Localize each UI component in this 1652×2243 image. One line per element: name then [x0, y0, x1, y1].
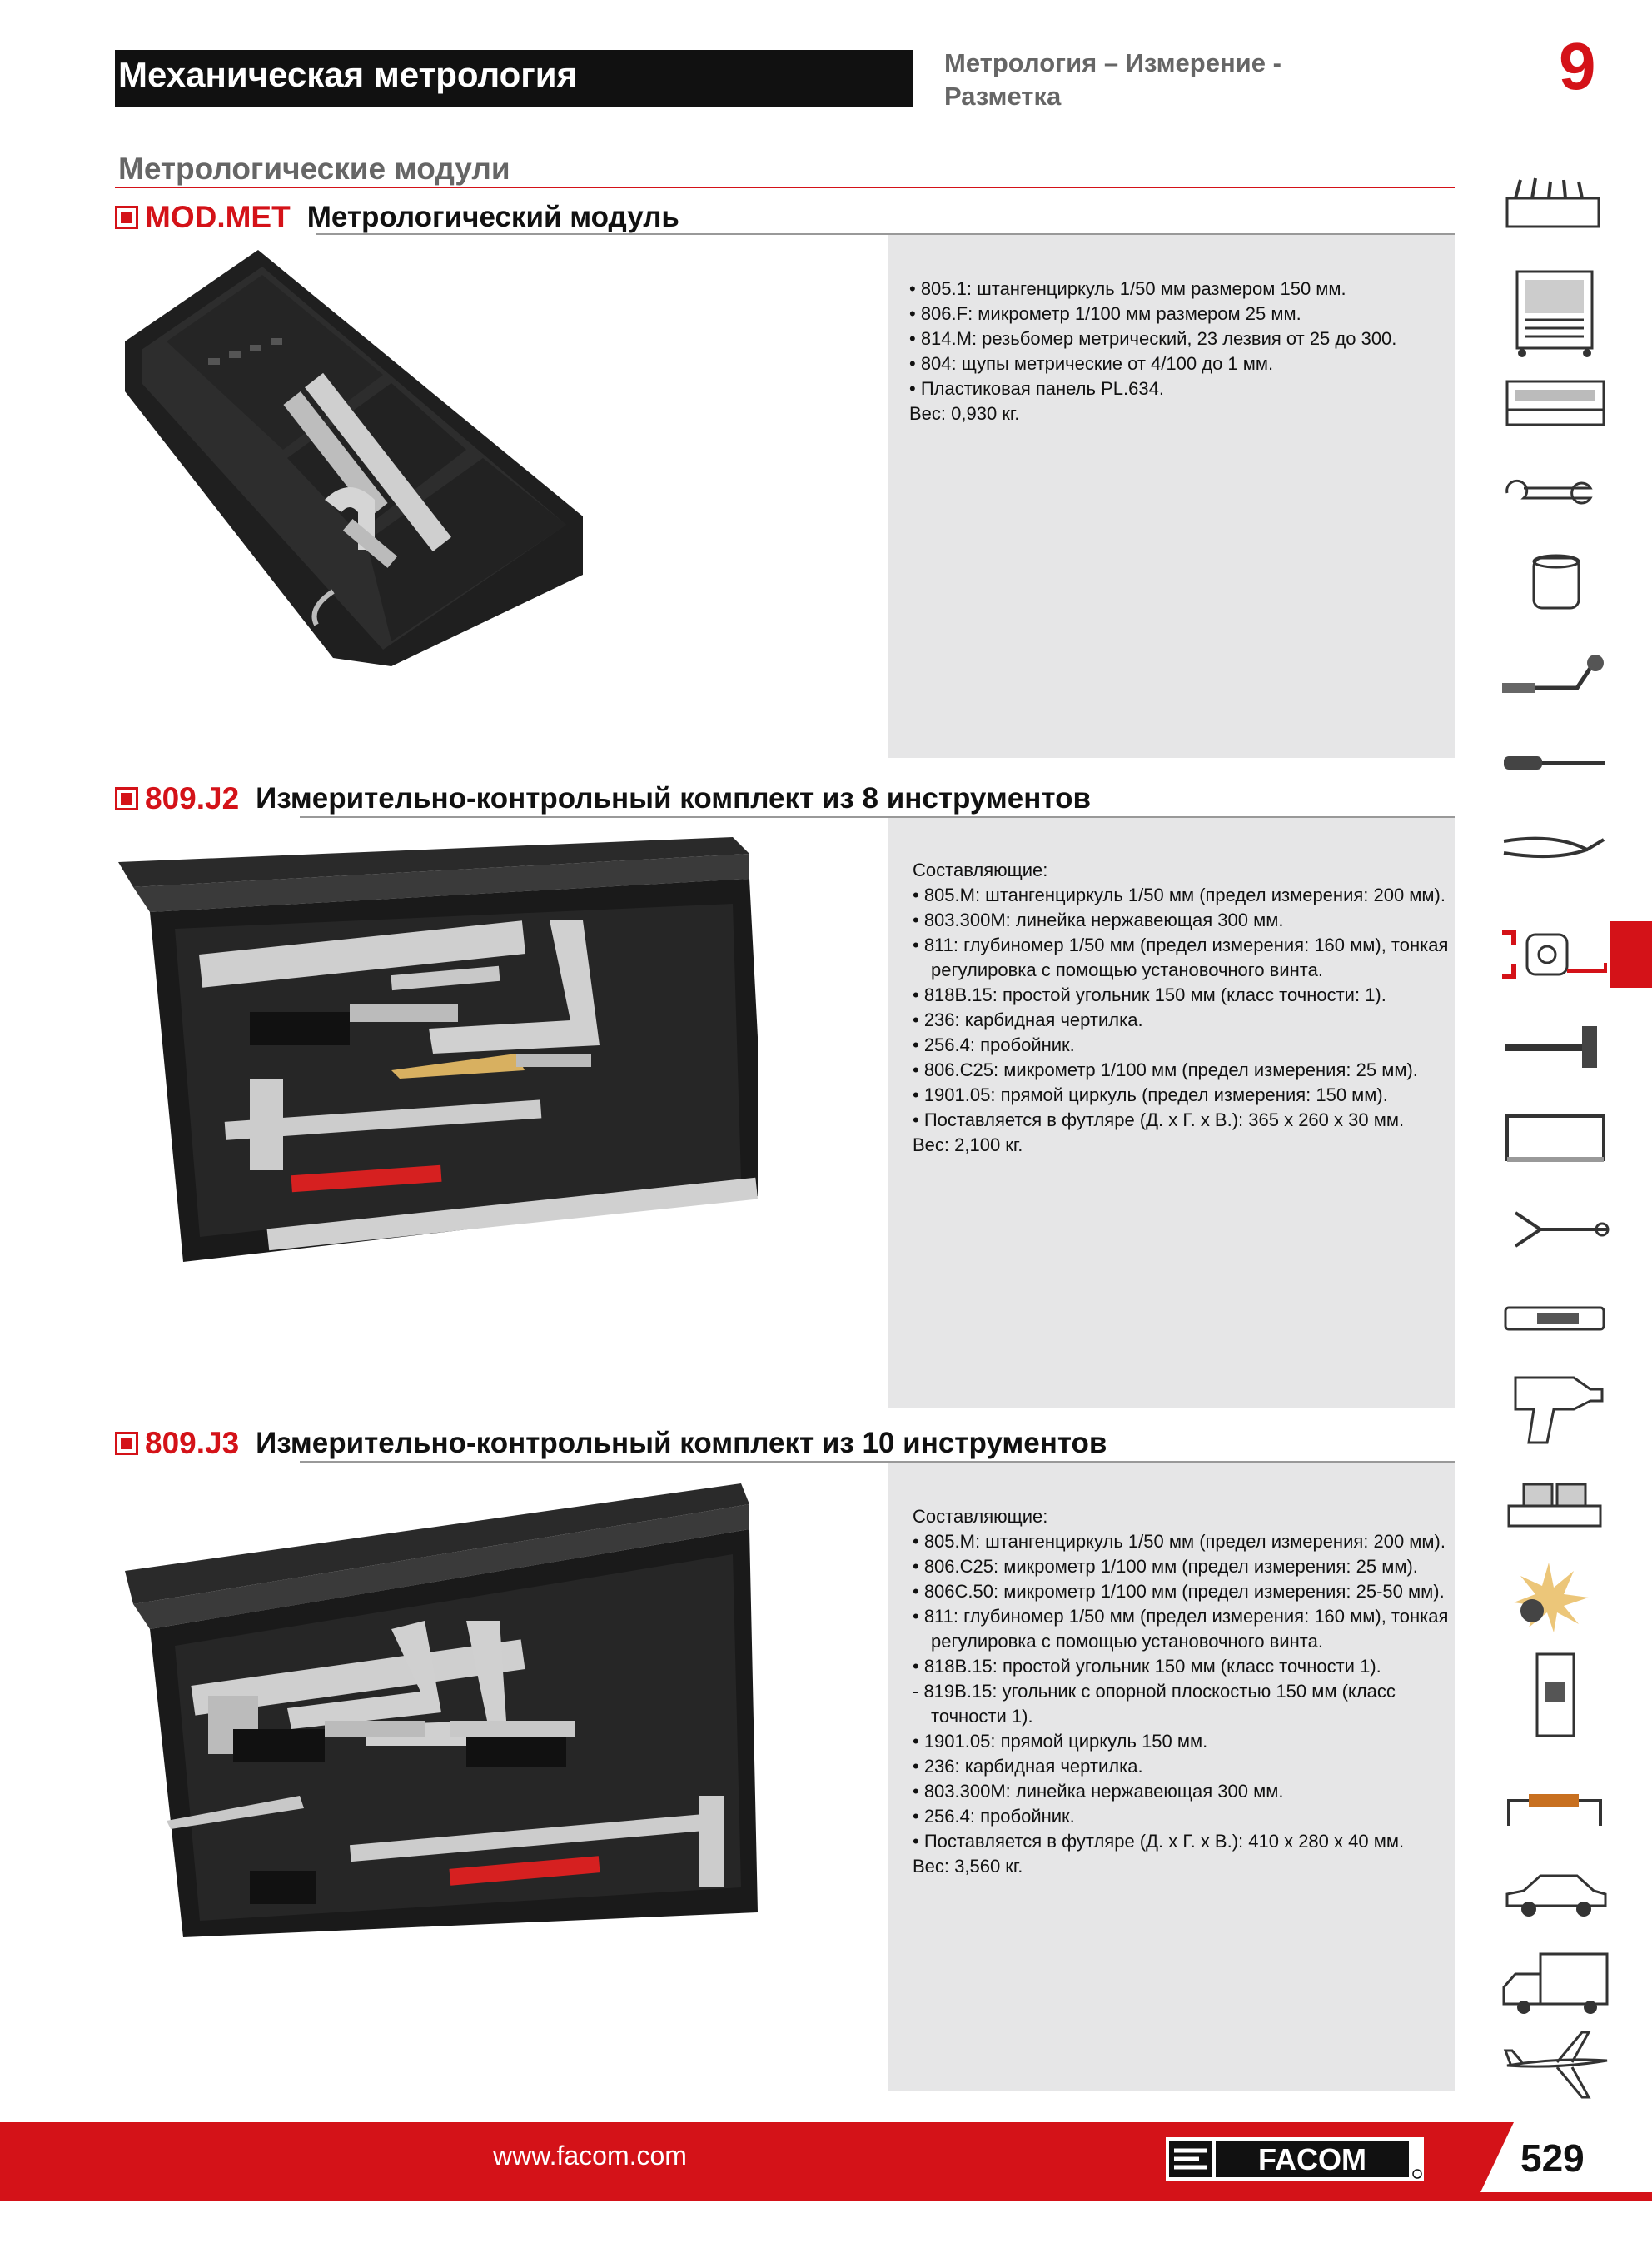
- description-panel: [888, 235, 1455, 758]
- desc-line: • 806.C25: микрометр 1/100 мм (предел измерения: 25 мм).: [913, 1556, 1418, 1577]
- chapter-subtitle: [944, 47, 1394, 113]
- footer-strip: [0, 2192, 1652, 2201]
- tool-chest-icon[interactable]: [1499, 173, 1612, 233]
- desc-line: • 803.300M: линейка нержавеющая 300 мм.: [913, 910, 1284, 930]
- page-title: Механическая метрология: [118, 55, 578, 94]
- desc-line: • Пластиковая панель PL.634.: [909, 378, 1164, 399]
- desc-line: • 806.F: микрометр 1/100 мм размером 25 мм.: [909, 303, 1301, 324]
- product-image-809-j3: [117, 1479, 758, 1946]
- desc-line: точности 1).: [931, 1706, 1033, 1727]
- chapter-number: 9: [1559, 29, 1596, 103]
- socket-icon[interactable]: [1499, 553, 1612, 613]
- desc-line: Вес: 3,560 кг.: [913, 1856, 1023, 1877]
- product-code: MOD.MET: [145, 200, 291, 234]
- desc-line: • 1901.05: прямой циркуль 150 мм.: [913, 1731, 1208, 1752]
- electrical-tester-icon[interactable]: [1499, 1288, 1612, 1348]
- desc-line: • 1901.05: прямой циркуль (предел измерения: 150 мм).: [913, 1084, 1388, 1105]
- airplane-icon[interactable]: [1499, 2027, 1612, 2102]
- tool-box-icon[interactable]: [1499, 373, 1612, 433]
- tool-cabinet-icon[interactable]: [1499, 268, 1612, 360]
- desc-line: - 819B.15: угольник с опорной плоскостью 150 мм (класс: [913, 1681, 1396, 1702]
- desc-line: • 806.C25: микрометр 1/100 мм (предел измерения: 25 мм).: [913, 1059, 1418, 1080]
- product-heading: [115, 1426, 1107, 1466]
- product-name: Измерительно-контрольный комплект из 8 инструментов: [256, 782, 1091, 815]
- desc-line: • 804: щупы метрические от 4/100 до 1 мм.: [909, 353, 1274, 374]
- chapter-subtitle-line1: Метрология – Измерение -: [944, 48, 1281, 77]
- desc-line: • 811: глубиномер 1/50 мм (предел измерения: 160 мм), тонкая: [913, 1606, 1449, 1627]
- car-icon[interactable]: [1499, 1862, 1612, 1922]
- page-number: 529: [1520, 2136, 1585, 2180]
- section-divider: [115, 187, 1455, 188]
- circuit-breaker-icon[interactable]: [1499, 1649, 1612, 1741]
- product-image-mod-met: [117, 242, 591, 675]
- desc-line: • 811: глубиномер 1/50 мм (предел измерения: 160 мм), тонкая: [913, 935, 1449, 955]
- description-panel: [888, 1463, 1455, 2091]
- desc-line: • 818B.15: простой угольник 150 мм (класс точности: 1).: [913, 984, 1386, 1005]
- desc-line: • 818B.15: простой угольник 150 мм (класс точности 1).: [913, 1656, 1381, 1677]
- ratchet-icon[interactable]: [1499, 650, 1612, 710]
- desc-line: • 806C.50: микрометр 1/100 мм (предел измерения: 25-50 мм).: [913, 1581, 1445, 1602]
- facom-logo-text: FACOM: [1258, 2142, 1366, 2176]
- desc-line: • 256.4: пробойник.: [913, 1034, 1075, 1055]
- desc-line: Составляющие:: [913, 860, 1048, 880]
- safety-icon[interactable]: [1499, 1558, 1612, 1632]
- desc-line: • 803.300M: линейка нержавеющая 300 мм.: [913, 1781, 1284, 1802]
- product-heading: [115, 781, 1091, 821]
- desc-line: • 805.1: штангенциркуль 1/50 мм размером 150 мм.: [909, 278, 1346, 299]
- desc-line: • 805.M: штангенциркуль 1/50 мм (предел измерения: 200 мм).: [913, 885, 1446, 905]
- chapter-subtitle-line2: Разметка: [944, 82, 1062, 111]
- section-title: Метрологические модули: [118, 152, 510, 186]
- screwdriver-icon[interactable]: [1499, 733, 1612, 793]
- desc-line: • 805.M: штангенциркуль 1/50 мм (предел измерения: 200 мм).: [913, 1531, 1446, 1552]
- hammer-icon[interactable]: [1499, 1014, 1612, 1074]
- handle-icon[interactable]: [1499, 1776, 1612, 1836]
- facom-logo: [1166, 2137, 1424, 2181]
- desc-line: • Поставляется в футляре (Д. х Г. х В.): 365 х 260 х 30 мм.: [913, 1109, 1405, 1130]
- bullet-square-icon: [115, 787, 138, 810]
- product-code: 809.J2: [145, 781, 240, 815]
- desc-line: Вес: 0,930 кг.: [909, 403, 1020, 424]
- bullet-square-icon: [115, 206, 138, 229]
- chapter-tab[interactable]: [1610, 921, 1652, 988]
- desc-line: • 236: карбидная чертилка.: [913, 1009, 1143, 1030]
- product-image-809-j2: [117, 829, 758, 1270]
- product-name: Метрологический модуль: [306, 201, 679, 233]
- desc-line: • Поставляется в футляре (Д. х Г. х В.): 410 х 280 х 40 мм.: [913, 1831, 1405, 1852]
- bullet-square-icon: [115, 1432, 138, 1455]
- footer-url-link[interactable]: www.facom.com: [493, 2141, 687, 2171]
- desc-line: регулировка с помощью установочного винта.: [931, 1631, 1323, 1652]
- desc-line: регулировка с помощью установочного винта.: [931, 960, 1323, 980]
- vise-icon[interactable]: [1499, 1473, 1612, 1533]
- measuring-tape-icon[interactable]: [1499, 925, 1612, 984]
- description-panel: [888, 818, 1455, 1408]
- product-code: 809.J3: [145, 1426, 240, 1460]
- desc-line: • 256.4: пробойник.: [913, 1806, 1075, 1827]
- hacksaw-icon[interactable]: [1499, 1108, 1612, 1168]
- desc-line: Вес: 2,100 кг.: [913, 1134, 1023, 1155]
- impact-wrench-icon[interactable]: [1499, 1366, 1612, 1446]
- truck-icon[interactable]: [1499, 1949, 1612, 2021]
- desc-line: Составляющие:: [913, 1506, 1048, 1527]
- desc-line: • 236: карбидная чертилка.: [913, 1756, 1143, 1777]
- puller-icon[interactable]: [1499, 1199, 1612, 1259]
- pliers-icon[interactable]: [1499, 816, 1612, 876]
- desc-line: • 814.M: резьбомер метрический, 23 лезвия от 25 до 300.: [909, 328, 1397, 349]
- product-name: Измерительно-контрольный комплект из 10 инструментов: [256, 1427, 1107, 1459]
- wrench-icon[interactable]: [1499, 463, 1612, 523]
